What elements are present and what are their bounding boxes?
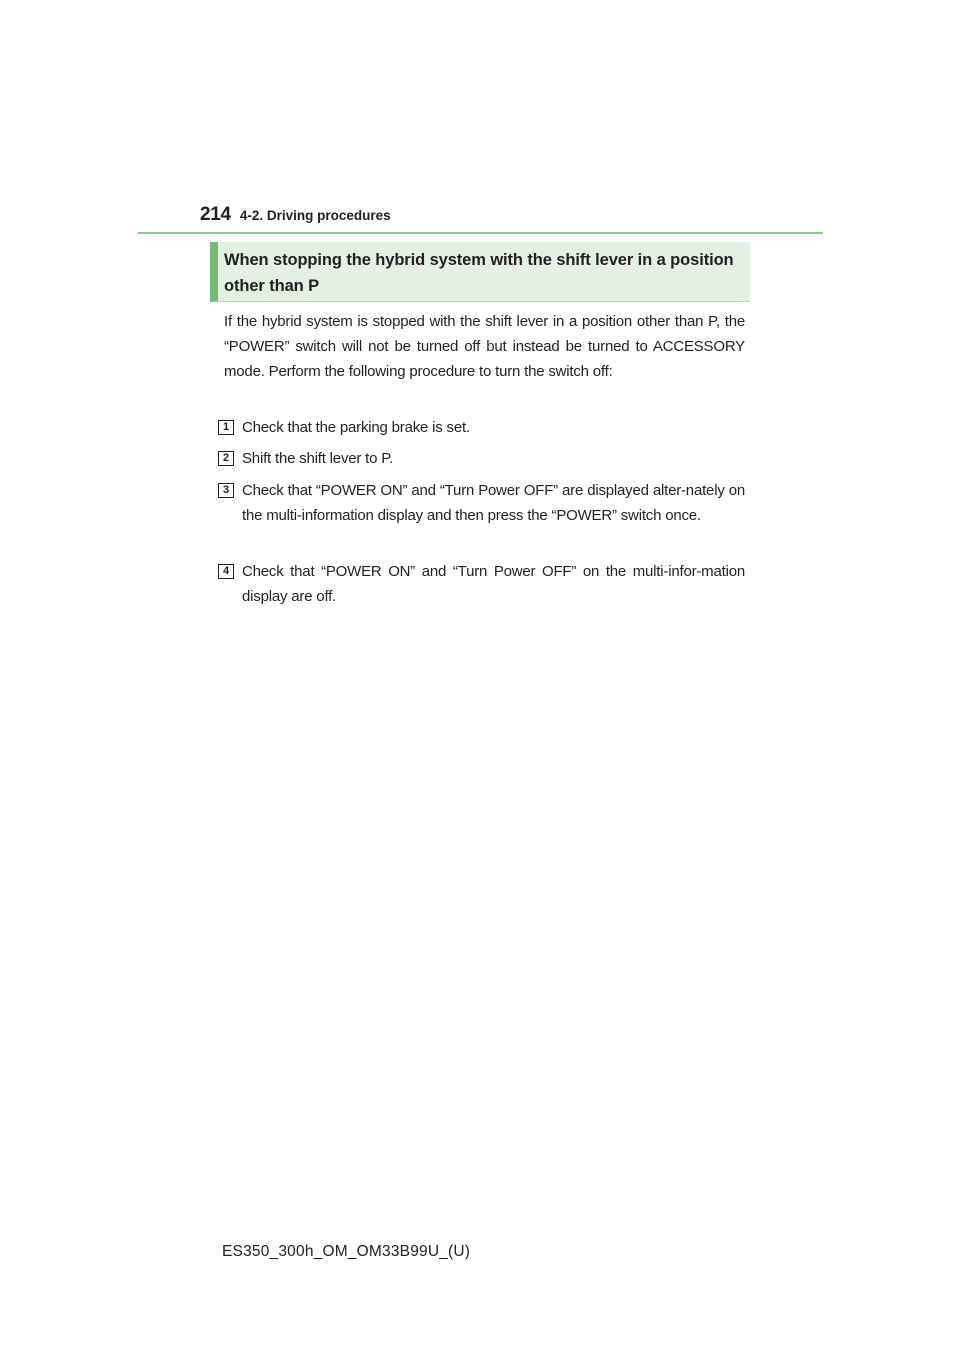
step-number-badge: 1 xyxy=(218,420,234,435)
intro-paragraph: If the hybrid system is stopped with the shift lever in a position other than P, the “POWER” switch will not be turned off but instead be turned to ACCESSORY mode. Perform the following procedure to turn the switch off: xyxy=(224,313,745,380)
step-text: Check that “POWER ON” and “Turn Power OFF” are displayed alter-nately on the multi-information display and then press the “POWER” switch once. xyxy=(242,482,745,524)
step-text: Shift the shift lever to P. xyxy=(242,450,394,467)
section-title: 4-2. Driving procedures xyxy=(239,208,391,223)
footer-model-code: ES350_300h_OM_OM33B99U_(U) xyxy=(222,1243,471,1260)
callout-title: When stopping the hybrid system with the shift lever in a position other than P xyxy=(224,251,734,295)
page-number: 214 xyxy=(200,204,231,225)
step-3 xyxy=(218,478,745,528)
step-text: Check that “POWER ON” and “Turn Power OFF” on the multi-infor-mation display are off. xyxy=(242,563,745,605)
step-text: Check that the parking brake is set. xyxy=(242,419,470,436)
step-number-badge: 3 xyxy=(218,483,234,498)
step-1 xyxy=(218,415,745,440)
step-2 xyxy=(218,446,745,471)
callout-box xyxy=(210,242,750,302)
step-4 xyxy=(218,559,745,609)
page-header xyxy=(200,204,391,226)
step-number-badge: 2 xyxy=(218,451,234,466)
step-number-badge: 4 xyxy=(218,564,234,579)
header-divider xyxy=(138,232,823,234)
